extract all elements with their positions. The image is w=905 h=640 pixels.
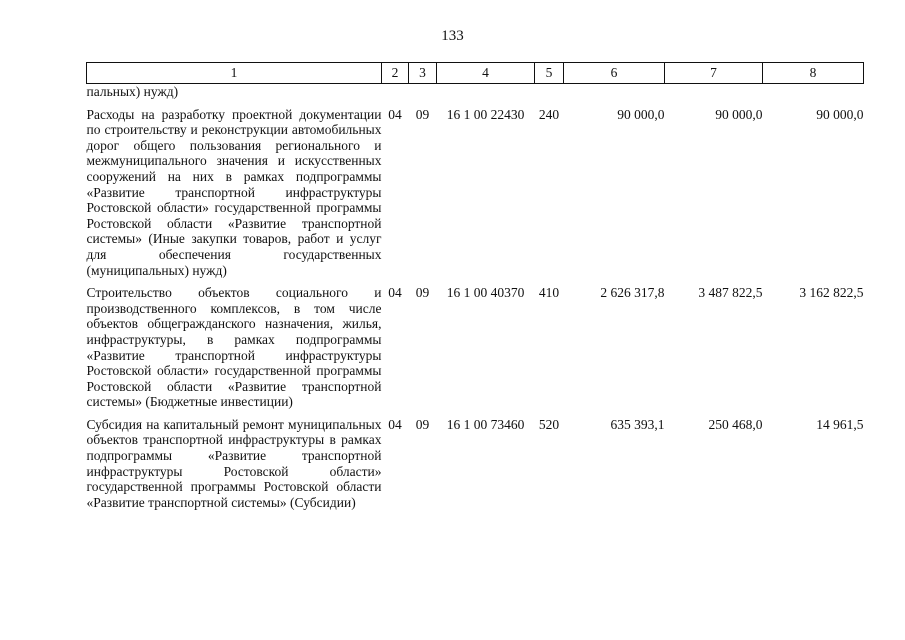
table-row: [87, 285, 864, 410]
row-section-code: 04: [388, 285, 402, 301]
row-target-article: 16 1 00 22430: [446, 106, 525, 122]
row-amount-col6: 635 393,1: [610, 416, 665, 432]
table-row: [87, 417, 864, 511]
row-amount-col6: 2 626 317,8: [600, 285, 665, 301]
header-col-7: 7: [665, 63, 763, 84]
row-amount-col8: 90 000,0: [816, 106, 864, 122]
row-subsection-code: 09: [415, 285, 430, 301]
row-expense-type: 520: [538, 416, 560, 432]
row-section-code: 04: [388, 416, 402, 432]
page-number: 133: [441, 28, 464, 44]
row-amount-col8: 14 961,5: [816, 416, 864, 432]
table-row: [87, 107, 864, 279]
header-col-1: 1: [87, 63, 382, 84]
header-col-4: 4: [437, 63, 535, 84]
header-col-6: 6: [564, 63, 665, 84]
row-target-article: 16 1 00 73460: [446, 416, 525, 432]
continuation-text: пальных) нужд): [86, 84, 179, 99]
row-description: Строительство объектов социального и производственного комплексов, в том числе объектов общегражданского назначения, жилья, инфраструктуры, в рамках подпрограммы «Развитие транспортной инфраструктуры Ростовской области» государственной программы Ростовской области «Развитие транспортной системы» (Бюджетные инвестиции): [86, 285, 382, 410]
row-target-article: 16 1 00 40370: [446, 285, 525, 301]
row-amount-col8: 3 162 822,5: [799, 285, 864, 301]
row-description: Субсидия на капитальный ремонт муниципальных объектов транспортной инфраструктуры в рамках подпрограммы «Развитие транспортной инфраструктуры Ростовской области» государственной программы Ростовской области «Развитие транспортной системы» (Субсидии): [86, 416, 382, 510]
row-amount-col7: 90 000,0: [715, 106, 763, 122]
row-amount-col7: 3 487 822,5: [698, 285, 763, 301]
row-section-code: 04: [388, 106, 402, 122]
header-col-3: 3: [409, 63, 437, 84]
header-col-2: 2: [382, 63, 409, 84]
row-amount-col6: 90 000,0: [617, 106, 665, 122]
continuation-row: [87, 84, 864, 100]
table-header: [87, 63, 864, 84]
row-subsection-code: 09: [415, 416, 430, 432]
row-expense-type: 410: [538, 285, 560, 301]
row-amount-col7: 250 468,0: [708, 416, 763, 432]
header-col-5: 5: [535, 63, 564, 84]
row-description: Расходы на разработку проектной документации по строительству и реконструкции автомобильных дорог общего пользования регионального и межмуниципального значения и искусственных сооружений на них в рамках подпрограммы «Развитие транспортной инфраструктуры Ростовской области» государственной программы Ростовской области «Развитие транспортной системы» (Иные закупки товаров, работ и услуг для обеспечения государственных (муниципальных) нужд): [86, 106, 382, 278]
header-col-8: 8: [763, 63, 864, 84]
budget-table: [86, 62, 864, 510]
row-expense-type: 240: [538, 106, 560, 122]
row-subsection-code: 09: [415, 106, 430, 122]
